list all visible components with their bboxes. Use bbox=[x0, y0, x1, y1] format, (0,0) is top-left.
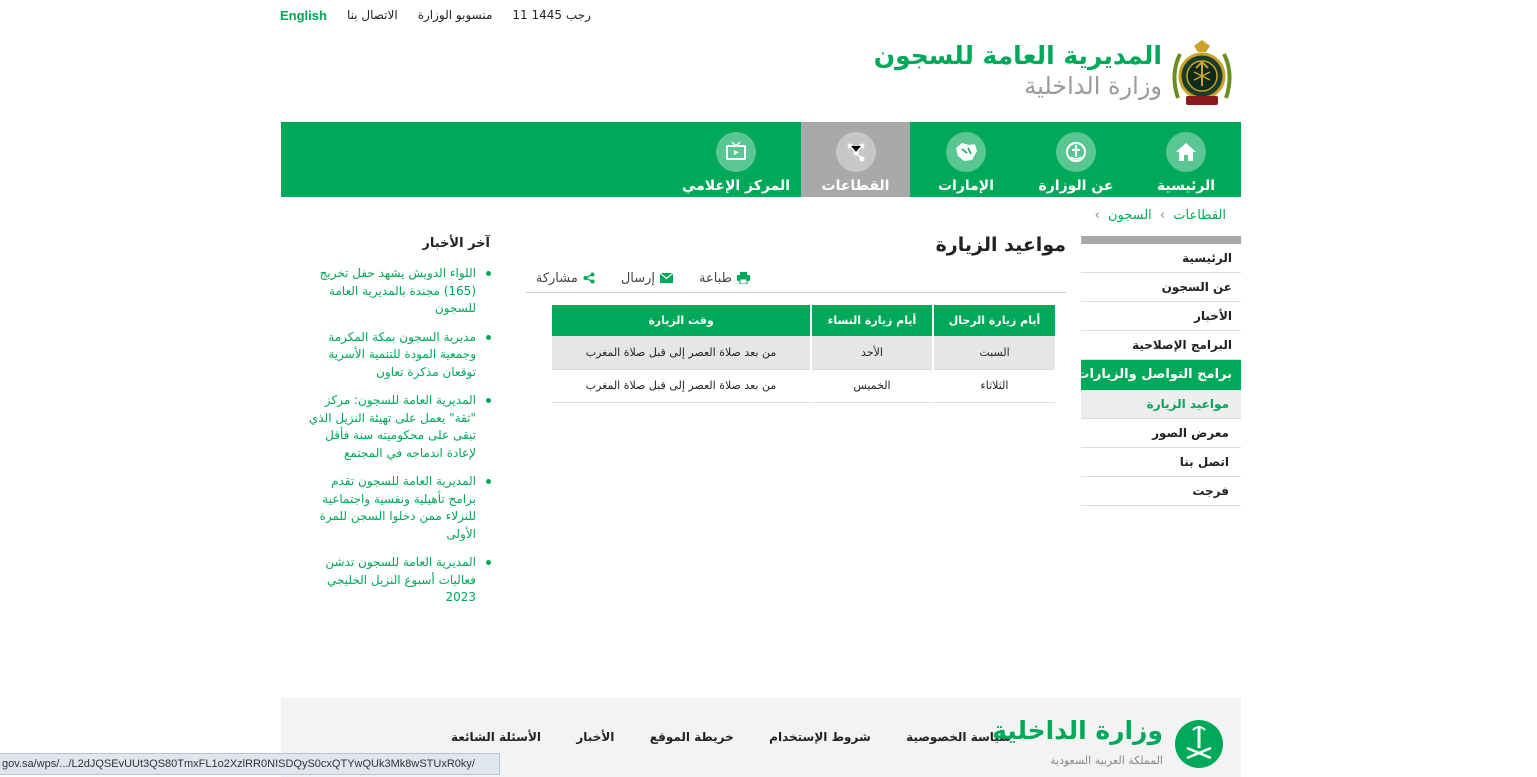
table-cell: من بعد صلاة العصر إلى قبل صلاة المغرب bbox=[552, 369, 811, 402]
logo-subtitle: وزارة الداخلية bbox=[1024, 72, 1162, 100]
side-menu-item-communication-programs[interactable]: برامج التواصل والزيارات bbox=[1081, 360, 1241, 390]
hijri-date: 11 رجب 1445 bbox=[512, 8, 591, 22]
print-button[interactable] bbox=[699, 268, 750, 288]
site-logo[interactable] bbox=[873, 36, 1240, 112]
prisons-emblem-icon bbox=[1168, 38, 1236, 112]
footer-logo-subtitle: المملكة العربية السعودية bbox=[1050, 754, 1163, 767]
side-menu-item-photo-gallery[interactable]: معرض الصور bbox=[1081, 419, 1241, 448]
page-title: مواعيد الزيارة bbox=[935, 234, 1066, 256]
english-link[interactable]: English bbox=[280, 7, 327, 23]
side-menu-item-farajat[interactable]: فرجت bbox=[1081, 477, 1241, 506]
nav-label: الرئيسية bbox=[1156, 178, 1216, 194]
side-menu-item-visit-times[interactable]: مواعيد الزيارة bbox=[1081, 390, 1241, 419]
page-actions bbox=[535, 268, 750, 288]
news-item[interactable]: اللواء الدويش يشهد حفل تخريج (165) مجندة بالمديرية العامة للسجون bbox=[300, 265, 494, 318]
share-network-icon bbox=[836, 132, 876, 172]
footer-link-terms[interactable]: شروط الإستخدام bbox=[769, 730, 871, 744]
share-label: مشاركة bbox=[535, 270, 578, 286]
nav-label: الإمارات bbox=[937, 178, 995, 194]
divider bbox=[526, 292, 1066, 293]
nav-item-emirates[interactable] bbox=[911, 122, 1021, 197]
chevron-left-icon: › bbox=[1094, 208, 1100, 223]
breadcrumb bbox=[1094, 208, 1226, 223]
side-menu-item-home[interactable]: الرئيسية bbox=[1081, 244, 1241, 273]
table-header-row bbox=[552, 305, 1055, 336]
table-cell: الخميس bbox=[811, 369, 933, 402]
saudi-emblem-icon bbox=[1173, 718, 1225, 770]
footer-link-privacy[interactable]: سياسة الخصوصية bbox=[906, 730, 1011, 744]
contact-link[interactable]: الاتصال بنا bbox=[346, 8, 398, 22]
map-icon bbox=[946, 132, 986, 172]
table-cell: الأحد bbox=[811, 336, 933, 369]
send-button[interactable] bbox=[621, 268, 673, 288]
news-item[interactable]: المديرية العامة للسجون: مركز "ثقة" يعمل على تهيئة النزيل الذي تبقى على محكوميته سنة فأقل لإعادة اندماجه في المجتمع bbox=[300, 392, 494, 462]
logo-text bbox=[874, 40, 1162, 100]
visit-schedule-table bbox=[552, 305, 1055, 403]
news-item[interactable]: المديرية العامة للسجون تدشن فعاليات أسبوع النزيل الخليجي 2023 bbox=[300, 554, 494, 607]
footer-logo[interactable] bbox=[992, 716, 1225, 772]
nav-item-sectors[interactable] bbox=[801, 122, 910, 197]
nav-item-home[interactable] bbox=[1131, 122, 1241, 197]
side-menu-item-about-prisons[interactable]: عن السجون bbox=[1081, 273, 1241, 302]
footer-link-news[interactable]: الأخبار bbox=[576, 730, 615, 744]
breadcrumb-item-sectors[interactable]: القطاعات bbox=[1173, 208, 1226, 223]
news-item[interactable]: مديرية السجون بمكة المكرمة وجمعية المودة للتنمية الأسرية توقعان مذكرة تعاون bbox=[300, 329, 494, 382]
top-utility-bar bbox=[280, 6, 590, 24]
print-label: طباعة bbox=[699, 270, 732, 286]
tv-icon bbox=[716, 132, 756, 172]
share-icon bbox=[583, 272, 595, 284]
side-menu-item-news[interactable]: الأخبار bbox=[1081, 302, 1241, 331]
status-url-bar: gov.sa/wps/.../L2dJQSEvUUt3QS80TmxFL1o2XzlRR0NISDQyS0cxQTYwQUk3Mk8wSTUxR0ky/ bbox=[0, 753, 500, 775]
side-menu-item-reform-programs[interactable]: البرامج الإصلاحية bbox=[1081, 331, 1241, 360]
table-row bbox=[552, 336, 1055, 369]
logo-title: المديرية العامة للسجون bbox=[873, 41, 1162, 70]
send-label: إرسال bbox=[620, 270, 656, 286]
printer-icon bbox=[737, 272, 750, 284]
nav-label: عن الوزارة bbox=[1038, 178, 1114, 194]
news-list bbox=[300, 265, 494, 607]
table-cell: من بعد صلاة العصر إلى قبل صلاة المغرب bbox=[552, 336, 811, 369]
main-nav bbox=[281, 122, 1241, 197]
side-menu-item-contact[interactable]: اتصل بنا bbox=[1081, 448, 1241, 477]
emblem-icon bbox=[1056, 132, 1096, 172]
news-item[interactable]: المديرية العامة للسجون تقدم برامج تأهيلية ونفسية واجتماعية للنزلاء ممن دخلوا السجن للمرة الأولى bbox=[300, 473, 494, 543]
share-button[interactable] bbox=[536, 268, 595, 288]
latest-news-title: آخر الأخبار bbox=[422, 236, 490, 251]
table-cell: الثلاثاء bbox=[933, 369, 1055, 402]
table-row bbox=[552, 369, 1055, 402]
column-header: أيام زيارة الرجال bbox=[933, 305, 1055, 336]
nav-label: القطاعات bbox=[821, 178, 890, 194]
footer-logo-title: وزارة الداخلية bbox=[992, 716, 1163, 745]
table-cell: السبت bbox=[933, 336, 1055, 369]
footer-link-sitemap[interactable]: خريطة الموقع bbox=[649, 730, 734, 744]
nav-item-about[interactable] bbox=[1021, 122, 1131, 197]
staff-link[interactable]: منسوبو الوزارة bbox=[417, 8, 493, 22]
envelope-icon bbox=[660, 273, 673, 283]
breadcrumb-item-prisons[interactable]: السجون bbox=[1107, 208, 1152, 223]
nav-label: المركز الإعلامي bbox=[681, 178, 791, 194]
nav-item-media-center[interactable] bbox=[671, 122, 801, 197]
footer-link-faq[interactable]: الأسئلة الشائعة bbox=[451, 730, 541, 744]
column-header: أيام زيارة النساء bbox=[811, 305, 933, 336]
chevron-left-icon: › bbox=[1159, 208, 1166, 223]
footer-links bbox=[451, 730, 1011, 744]
column-header: وقت الزيارة bbox=[552, 305, 811, 336]
latest-news bbox=[300, 236, 494, 618]
home-icon bbox=[1166, 132, 1206, 172]
side-menu bbox=[1076, 236, 1241, 506]
